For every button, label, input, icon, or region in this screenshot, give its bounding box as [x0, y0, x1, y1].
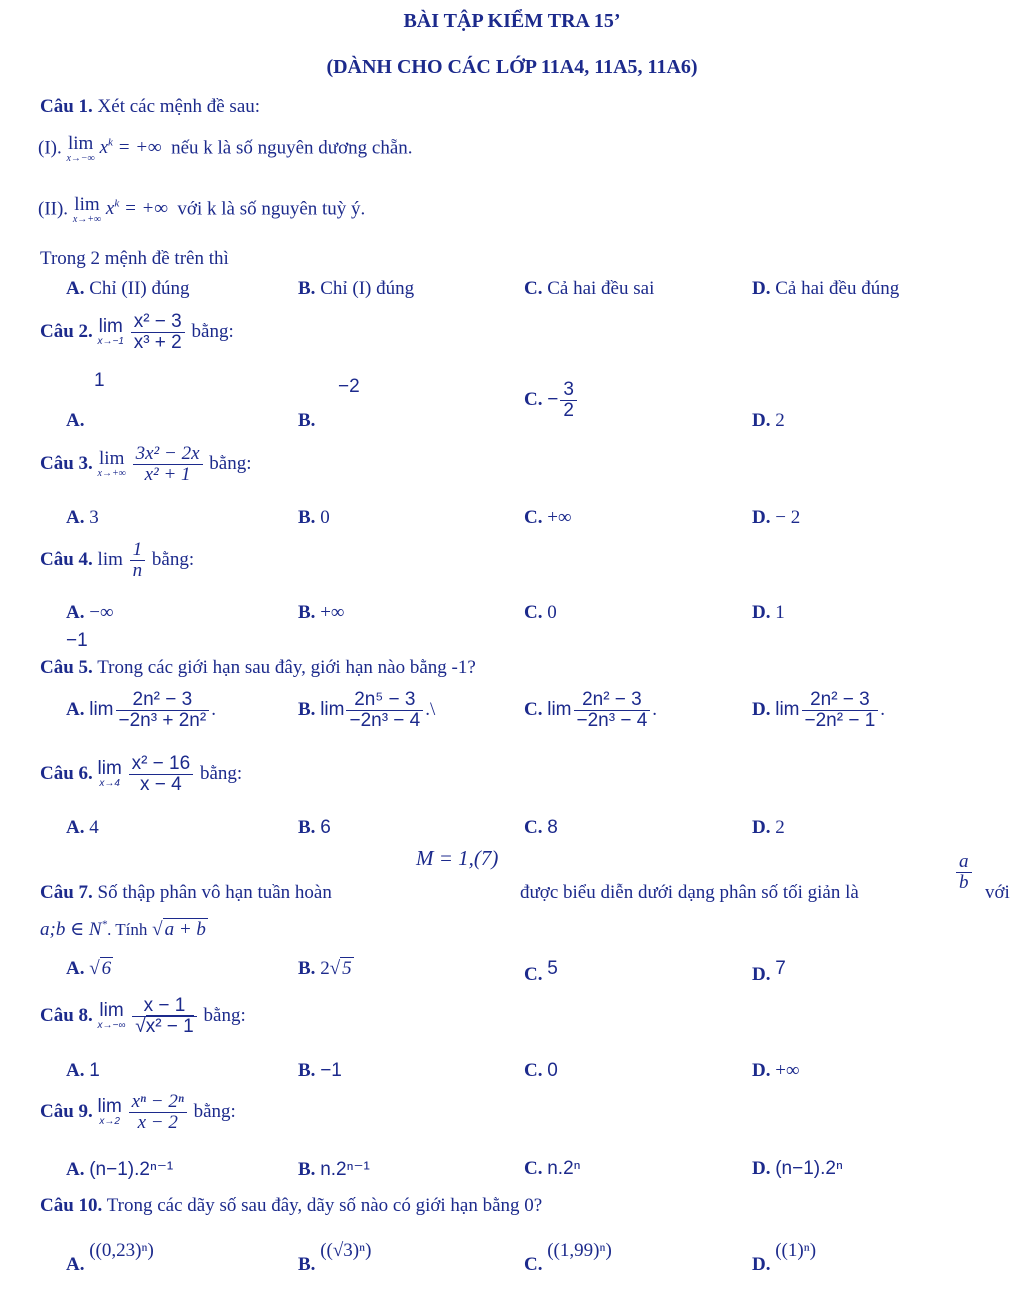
- question-tail: bằng:: [203, 1004, 246, 1026]
- q7-sqrt: √ a + b: [152, 919, 206, 940]
- question-text: Trong các dãy số sau đây, dãy số nào có giới hạn bằng 0?: [106, 1195, 543, 1216]
- limit-fraction: $\frac{\text{3x² − 2x}}{\text{x² + 1}}$: [133, 444, 203, 485]
- question-tail: bằng:: [151, 548, 195, 570]
- limit-expression: $x^k$ = +∞: [99, 137, 162, 159]
- question-label: Câu 7.: [40, 882, 93, 903]
- limit-fraction: $\frac{x - 1}{\text{√x² − 1}}$: [132, 996, 197, 1037]
- question-label: Câu 3.: [40, 452, 93, 474]
- question-8-stem: [40, 996, 246, 1037]
- question-9-stem: [40, 1092, 236, 1133]
- q8-option-c[interactable]: C. 0: [524, 1060, 558, 1081]
- question-1-stem: [40, 96, 260, 118]
- question-label: Câu 10.: [40, 1195, 103, 1216]
- q7-option-a[interactable]: A. √ 6: [66, 958, 112, 979]
- limit-operator: lim x→−1: [97, 316, 124, 348]
- question-label: Câu 1.: [40, 96, 93, 117]
- question-label: Câu 8.: [40, 1004, 93, 1026]
- statement-text: nếu k là số nguyên dương chẵn.: [171, 137, 413, 159]
- question-4-stem: [40, 540, 194, 581]
- statement-label: (I).: [38, 137, 62, 159]
- limit-operator: lim x→4: [97, 758, 122, 790]
- q2-option-b-value: −2: [338, 376, 360, 397]
- limit-fraction: $\frac{1}{n}$: [130, 540, 146, 581]
- q7-option-c[interactable]: C. 5: [524, 958, 558, 985]
- question-3-stem: [40, 444, 251, 485]
- q5-option-d[interactable]: D. lim $\frac{\text{2n² − 3}}{\text{−2n² − 1}}$ .: [752, 689, 886, 731]
- q8-option-b[interactable]: B. −1: [298, 1060, 342, 1081]
- q6-option-d[interactable]: D. 2: [752, 817, 785, 838]
- worksheet-title: BÀI TẬP KIỂM TRA 15’: [403, 10, 621, 32]
- q7-option-b[interactable]: B. 2√ 5: [298, 958, 352, 979]
- q2-option-d[interactable]: D. 2: [752, 410, 785, 431]
- statement-1: [38, 134, 413, 164]
- question-label: Câu 6.: [40, 762, 93, 784]
- q7-fraction: $\frac{a}{b}$: [954, 852, 974, 893]
- q5-option-b[interactable]: B. lim $\frac{\text{2n⁵ − 3}}{\text{−2n³ − 4}}$ .\: [298, 689, 436, 731]
- question-5-stem: [40, 657, 476, 679]
- question-tail: bằng:: [199, 762, 243, 784]
- limit-operator: lim x→2: [97, 1096, 122, 1128]
- q4-option-c[interactable]: C. 0: [524, 602, 557, 623]
- question-tail: bằng:: [209, 452, 252, 474]
- q6-option-c[interactable]: C. 8: [524, 817, 558, 838]
- question-text: Xét các mệnh đề sau:: [97, 96, 261, 117]
- q4-option-d[interactable]: D. 1: [752, 602, 785, 623]
- limit-operator: lim x→+∞: [97, 448, 126, 480]
- question-2-stem: [40, 312, 234, 353]
- q2-option-c-fraction: $\frac{3}{2}$: [560, 380, 577, 421]
- q3-option-d[interactable]: D. − 2: [752, 507, 801, 528]
- q6-option-a[interactable]: A. 4: [66, 817, 99, 838]
- limit-fraction: $\frac{\text{x² − 3}}{\text{x³ + 2}}$: [131, 312, 185, 353]
- q1-option-a[interactable]: A. Chỉ (II) đúng: [66, 278, 190, 299]
- limit-expression: $x^k$ = +∞: [105, 198, 168, 220]
- q3-option-a[interactable]: A. 3: [66, 507, 99, 528]
- q10-option-b[interactable]: B. ((√3)ⁿ): [298, 1240, 372, 1275]
- question-10-stem: [40, 1195, 542, 1217]
- q4-option-b[interactable]: B. +∞: [298, 602, 345, 623]
- q1-option-c[interactable]: C. Cả hai đều sai: [524, 278, 655, 299]
- q10-option-a[interactable]: A. ((0,23)ⁿ): [66, 1240, 154, 1275]
- q2-option-a[interactable]: A.: [66, 410, 85, 431]
- question-label: Câu 4.: [40, 548, 93, 570]
- q9-option-d[interactable]: D. (n−1).2ⁿ: [752, 1158, 843, 1179]
- question-tail: bằng:: [191, 320, 234, 342]
- question-7-stem-line1: [40, 882, 332, 904]
- limit-operator: lim x→−∞: [66, 133, 95, 164]
- q4-option-a[interactable]: A. −∞: [66, 602, 114, 623]
- question-tail: bằng:: [193, 1100, 236, 1122]
- q1-option-d[interactable]: D. Cả hai đều đúng: [752, 278, 900, 299]
- q1-option-b[interactable]: B. Chỉ (I) đúng: [298, 278, 415, 299]
- q3-option-b[interactable]: B. 0: [298, 507, 330, 528]
- limit-operator: lim x→−∞: [97, 1000, 126, 1032]
- q7-formula: M = 1,(7): [416, 846, 499, 870]
- question-6-stem: [40, 754, 242, 795]
- question-label: Câu 9.: [40, 1100, 93, 1122]
- worksheet-subtitle: (DÀNH CHO CÁC LỚP 11A4, 11A5, 11A6): [326, 56, 698, 78]
- q3-option-c[interactable]: C. +∞: [524, 507, 572, 528]
- q2-option-b[interactable]: B.: [298, 410, 316, 431]
- statement-2: [38, 195, 365, 225]
- q7-option-d[interactable]: D. 7: [752, 958, 786, 985]
- limit-fraction: $\frac{\text{x² − 16}}{x - 4}$: [129, 754, 194, 795]
- q10-option-c[interactable]: C. ((1,99)ⁿ): [524, 1240, 612, 1275]
- statement-text: với k là số nguyên tuỳ ý.: [177, 198, 366, 220]
- question-label: Câu 5.: [40, 657, 93, 678]
- statement-label: (II).: [38, 198, 69, 220]
- q2-option-c[interactable]: C. − $\frac{3}{2}$: [524, 380, 579, 421]
- q5-option-c[interactable]: C. lim $\frac{\text{2n² − 3}}{\text{−2n³ − 4}}$ .: [524, 689, 658, 731]
- question-text: Trong các giới hạn sau đây, giới hạn nào bằng -1?: [97, 657, 476, 678]
- q9-option-c[interactable]: C. n.2ⁿ: [524, 1158, 581, 1179]
- question-7-stem-line2: a;b ∈ N*. Tính √ a + b: [40, 918, 206, 940]
- q5-option-a[interactable]: A. lim $\frac{\text{2n² − 3}}{\text{−2n³ + 2n²}}$ .: [66, 689, 216, 731]
- limit-operator: lim x→+∞: [72, 194, 102, 225]
- q4-extra-value: −1: [66, 630, 88, 651]
- q2-option-a-value: 1: [94, 370, 105, 391]
- question-label: Câu 2.: [40, 320, 93, 342]
- q9-option-a[interactable]: A. (n−1).2ⁿ⁻¹: [66, 1159, 174, 1180]
- limit-operator: lim: [97, 548, 123, 570]
- q10-option-d[interactable]: D. ((1)ⁿ): [752, 1240, 817, 1275]
- question-7-stem-tail: với: [985, 882, 1010, 903]
- q6-option-b[interactable]: B. 6: [298, 817, 331, 838]
- q8-option-d[interactable]: D. +∞: [752, 1060, 800, 1081]
- limit-fraction: $\frac{\text{xⁿ − 2ⁿ}}{x - 2}$: [129, 1092, 187, 1133]
- q9-option-b[interactable]: B. n.2ⁿ⁻¹: [298, 1159, 370, 1180]
- q8-option-a[interactable]: A. 1: [66, 1060, 100, 1081]
- question-7-stem-line1b: được biểu diễn dưới dạng phân số tối giản là: [520, 882, 859, 903]
- question-1-intro: Trong 2 mệnh đề trên thì: [40, 248, 229, 269]
- question-text: Số thập phân vô hạn tuần hoàn: [97, 882, 332, 903]
